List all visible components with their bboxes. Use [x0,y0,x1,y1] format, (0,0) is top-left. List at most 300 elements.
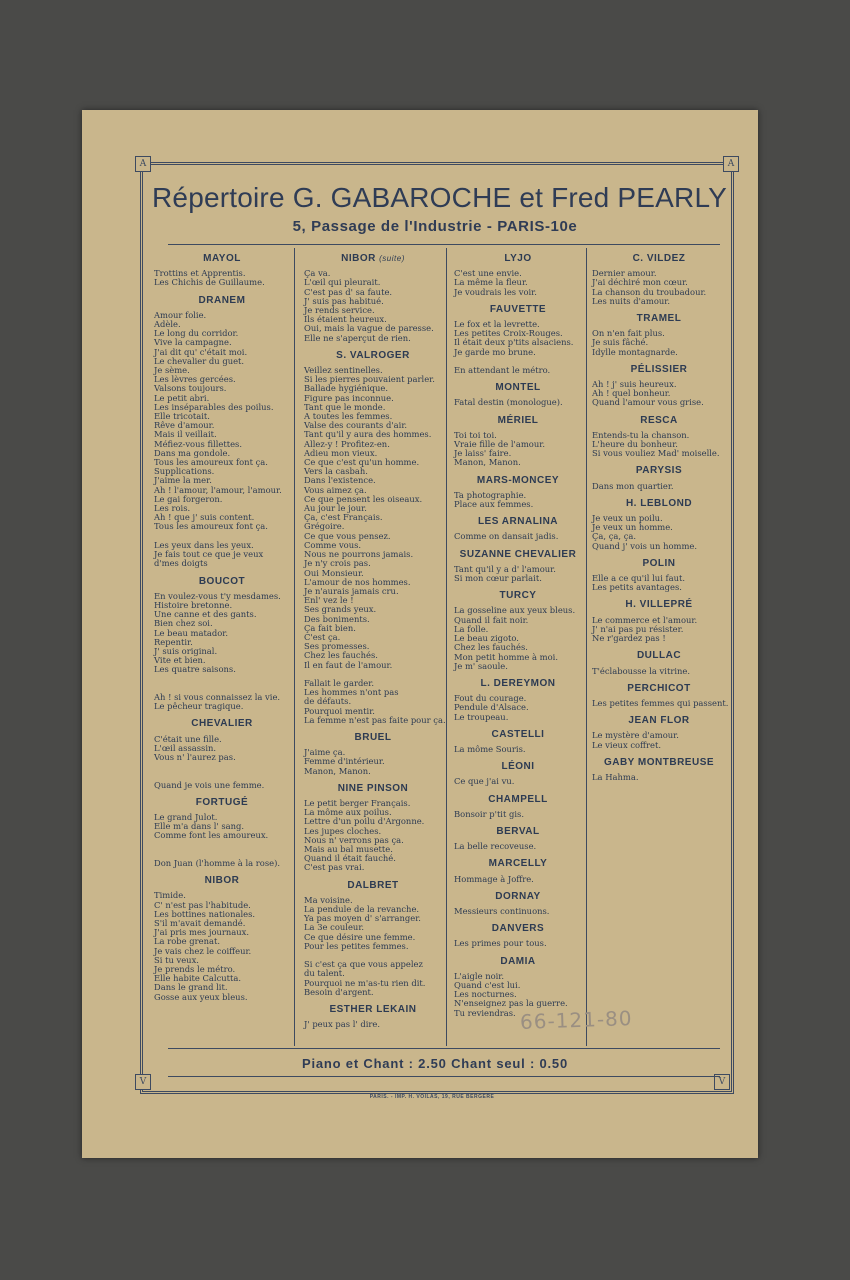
song-title: Je laiss' faire. [454,448,512,459]
song-title: Je suis fâché. [592,337,649,348]
artist-section [454,254,582,297]
song-title: Je garde mo brune. [454,346,536,357]
song-title: Ma voisine. [304,894,353,905]
song-title: Dernier amour. [592,268,657,279]
song-title: Manon, Manon. [454,457,521,468]
artist-name: ESTHER LEKAIN [329,1004,417,1016]
song-title: Figure pas inconnue. [304,392,394,403]
column-divider [586,248,587,1046]
song-title: J' n'ai pas pu résister. [592,623,684,634]
song-title: Je voudrais les voir. [454,286,537,297]
song-title: La Hahma. [592,771,639,782]
song-title: Ses promesses. [304,641,370,652]
artist-section [454,892,582,916]
song-title: La pendule de la revanche. [304,904,420,914]
artist-name: L. DEREYMON [480,677,556,689]
artist-section [454,517,582,541]
artist-section [592,466,726,490]
song-title: C'est pas vrai. [304,862,365,873]
artist-section [154,798,290,868]
song-title: Valse des courants d'air. [304,420,408,431]
artist-name: CHAMPELL [488,793,548,805]
artist-section [304,254,442,343]
song-title: Trottins et Apprentis. [154,268,246,279]
artist-section [454,476,582,510]
song-title: Il était deux p'tits alsaciens. [454,337,574,348]
song-title: Ça va. [304,268,331,279]
song-title: Gosse aux yeux bleus. [154,991,248,1002]
artist-name: DANVERS [491,923,545,935]
artist-section [454,827,582,851]
song-title: Ils étaient heureux. [304,314,387,325]
song-title: Fout du courage. [454,693,527,704]
artist-name: DRANEM [198,294,246,306]
song-title: Ce que vous pensez. [304,530,391,541]
song-title: Le grand Julot. [154,811,218,822]
printer-imprint: PARIS. - IMP. H. VOILAS, 19, RUE BERGERE [369,1094,495,1100]
song-title: Le vieux coffret. [592,739,661,750]
artist-name: TRAMEL [636,313,682,325]
song-title: Les Chichis de Guillaume. [154,277,265,288]
column-divider [294,248,295,1046]
song-title: Il en faut de l'amour. [304,659,393,670]
song-title: Le commerce et l'amour. [592,614,698,625]
song-title: Ne r'gardez pas ! [592,633,666,644]
artist-name: BOUCOT [198,575,246,587]
artist-note: (suite) [379,254,405,263]
song-title: Les bottines nationales. [154,908,256,919]
song-title: Allez-y ! Profitez-en. [304,438,390,449]
song-title: J'ai dit qu' c'était moi. [154,346,248,357]
artist-name: CHEVALIER [191,718,253,730]
song-title: L'amour de nos hommes. [304,576,411,587]
song-title: Ce que désire une femme. [304,931,416,942]
artist-section [592,600,726,643]
song-title: J'aime la mer. [154,475,212,486]
artist-name: MONTEL [495,382,541,394]
corner-ornament: V [714,1074,730,1090]
artist-section [454,550,582,584]
song-title: J' peux pas l' dire. [304,1019,381,1030]
artist-name: JEAN FLOR [628,715,690,727]
song-title: C' n'est pas l'habitude. [154,899,251,910]
song-title: Si mon cœur parlait. [454,573,542,584]
artist-name: DALBRET [347,879,399,891]
artist-section [454,305,582,375]
song-title: Les rois. [154,503,191,514]
song-title: Quand j' vois un homme. [592,540,698,551]
song-title: Les petites Croix-Rouges. [454,328,563,339]
repertoire-title: Répertoire G. GABAROCHE et Fred PEARLY [152,182,728,213]
song-title: Je vais chez le coiffeur. [154,945,252,956]
song-title: J'ai pris mes journaux. [154,927,250,938]
artist-section [592,716,726,750]
song-title: L'œil assassin. [154,742,217,753]
song-title: Ça fait bien. [304,622,356,633]
artist-name: C. VILDEZ [632,253,686,264]
song-title: Ça, c'est Français. [304,512,383,523]
song-title: Dans ma gondole. [154,447,231,458]
song-title: Nous n' verrons pas ça. [304,834,404,845]
artist-section [592,416,726,459]
song-title: Ya pas moyen d' s'arranger. [304,913,421,924]
song-title: L'œil qui pleurait. [304,277,381,288]
artist-section [592,559,726,593]
song-title: Manon, Manon. [304,765,371,776]
song-title: Comme on dansait jadis. [454,531,559,542]
artist-name: FORTUGÉ [195,796,249,808]
artist-name: LES ARNALINA [477,516,559,528]
song-title: d'mes doigts [154,558,208,569]
song-title: Tous les amoureux font ça. [154,521,268,532]
artist-name: PARYSIS [635,465,683,477]
artist-name: DAMIA [500,955,536,967]
song-title: Si c'est ça que vous appelez [304,959,423,970]
artist-section [154,296,290,569]
song-title: Elle m'a dans l' sang. [154,821,245,832]
artist-name: TURCY [499,590,537,602]
song-title: La folle. [454,623,489,634]
song-title: Pourquoi mentir. [304,705,375,716]
song-title: Les primes pour tous. [454,938,547,949]
song-title: Amour folie. [154,309,207,320]
price-line: Piano et Chant : 2.50 Chant seul : 0.50 [302,1056,568,1071]
song-title: Comme vous. [304,539,362,550]
artist-section [454,591,582,671]
artist-section [304,881,442,997]
song-title: Comme font les amoureux. [154,830,269,841]
song-title: Repentir. [154,636,193,647]
song-title: Mais au bal musette. [304,843,393,854]
song-title: Lettre d'un poilu d'Argonne. [304,816,425,827]
song-title: Toi toi toi. [454,429,497,440]
artist-name: MAYOL [203,253,241,264]
song-title: Les petits avantages. [592,582,682,593]
song-title: Ce que c'est qu'un homme. [304,457,420,468]
artist-name: DULLAC [636,650,682,662]
song-title: Idylle montagnarde. [592,346,678,357]
artist-name: BRUEL [354,731,392,743]
artist-name: PERCHICOT [627,682,691,694]
song-title: Elle tricotait. [154,411,210,422]
song-title: La belle recoveuse. [454,841,537,852]
song-title: A toutes les femmes. [304,411,393,422]
song-title: La môme Souris. [454,743,526,754]
song-title: Ta photographie. [454,489,527,500]
song-title: Tous les amoureux font ça. [154,457,268,468]
song-title: Au jour le jour. [304,503,367,514]
song-title: N'enseignez pas la guerre. [454,998,568,1009]
artist-section [154,254,290,288]
song-title: Quand je vois une femme. [154,779,265,790]
song-title: du talent. [304,968,345,979]
song-title: Vous aimez ça. [304,484,367,495]
artist-name: H. LEBLOND [625,497,693,509]
song-title: Le beau zigoto. [454,633,519,644]
artist-name: DORNAY [495,890,541,902]
song-title: Nous ne pourrons jamais. [304,549,414,560]
song-title: Une canne et des gants. [154,609,257,620]
artist-name: CASTELLI [491,728,545,740]
song-title: La 3e couleur. [304,922,365,933]
artist-name: H. VILLEPRÉ [625,599,693,611]
song-title: Fallait le garder. [304,677,375,688]
repertoire-column-1 [154,252,290,1010]
song-title: Oui, mais la vague de paresse. [304,323,434,334]
artist-section [454,730,582,754]
corner-ornament: A [723,156,739,172]
publisher-address: 5, Passage de l'Industrie - PARIS-10e [292,218,578,235]
song-title: Tu reviendras. [454,1007,516,1018]
song-title: Elle ne s'aperçut de rien. [304,332,411,343]
song-title: Les nuits d'amour. [592,295,671,306]
song-title: Hommage à Joffre. [454,873,534,884]
song-title: Ses grands yeux. [304,604,377,615]
song-title: Vite et bien. [154,655,206,666]
song-title: Pourquoi ne m'as-tu rien dit. [304,977,426,988]
sheet-music-back-cover [82,110,758,1158]
song-title: Les quatre saisons. [154,664,236,675]
repertoire-column-4 [592,252,729,790]
artist-name: MARCELLY [488,858,548,870]
artist-name: SUZANNE CHEVALIER [459,548,577,560]
artist-name: POLIN [642,557,676,569]
song-title: Les jupes cloches. [304,825,382,836]
song-title: Si vous vouliez Mad' moiselle. [592,448,720,459]
song-title: Place aux femmes. [454,499,534,510]
song-title: Si les pierres pouvaient parler. [304,374,435,385]
song-title [154,762,290,771]
artist-section [454,762,582,786]
artist-name: BERVAL [496,825,540,837]
song-title: Ah ! l'amour, l'amour, l'amour. [154,484,282,495]
song-title: Ce que pensent les oiseaux. [304,493,423,504]
artist-name: MARS-MONCEY [476,474,560,486]
song-title: Pour les petites femmes. [304,940,409,951]
artist-section [454,795,582,819]
song-title: Valsons toujours. [154,383,227,394]
artist-section [454,416,582,468]
repertoire-column-3 [454,252,582,1026]
song-title: Je n'aurais jamais cru. [304,585,399,596]
corner-ornament: A [135,156,151,172]
song-title: Tant que le monde. [304,401,386,412]
song-title: Chez les fauchés. [304,650,378,661]
song-title: Méfiez-vous fillettes. [154,438,242,449]
archive-pencil-mark: 66-121-80 [519,1006,633,1034]
song-title: C'est une envie. [454,268,522,279]
song-title: Enl' vez le ! [304,595,354,606]
song-title: Timide. [154,890,186,901]
song-title: Vous n' l'aurez pas. [154,751,236,762]
artist-section [592,365,726,408]
song-title: Le pêcheur tragique. [154,701,244,712]
song-title: La môme aux poilus. [304,807,392,818]
song-title: J' suis pas habitué. [304,295,384,306]
song-title: S'il m'avait demandé. [154,918,246,928]
song-title: Quand l'amour vous grise. [592,397,704,408]
footer-rule [168,1048,720,1049]
artist-name: NIBOR (suite) [341,253,405,264]
artist-name: GABY MONTBREUSE [603,756,715,768]
song-title: Les petites femmes qui passent. [592,697,729,708]
song-title: de défauts. [304,696,352,707]
artist-name: NIBOR [204,875,240,887]
song-title: Je veux un homme. [592,522,673,533]
song-title: Elle habite Calcutta. [154,973,242,984]
song-title: Le mystère d'amour. [592,730,679,741]
song-title: Dans le grand lit. [154,982,228,993]
song-title: Je fais tout ce que je veux [154,549,264,560]
song-title: Quand il était fauché. [304,853,396,864]
artist-section [592,682,729,708]
song-title: Ça, ça, ça. [592,531,637,542]
song-title: L'heure du bonheur. [592,439,678,450]
song-title: Ah ! j' suis heureux. [592,379,677,390]
song-title [154,675,290,684]
song-title: Si tu veux. [154,954,199,965]
song-title: La femme n'est pas faite pour ça. [304,714,446,725]
artist-name: LYJO [504,253,532,264]
song-title: C'est pas d' sa faute. [304,286,393,297]
song-title: Histoire bretonne. [154,599,233,610]
artist-section [454,859,582,883]
price-rule [168,1076,720,1077]
song-title: T'éclabousse la vitrine. [592,665,691,676]
song-title: Rêve d'amour. [154,420,215,431]
artist-section [304,733,442,776]
song-title: Chez les fauchés. [454,642,528,653]
artist-name: NINE PINSON [337,782,409,794]
artist-name: MÉRIEL [497,414,539,426]
song-title: Je sème. [154,365,190,376]
song-title: J' suis original. [154,645,218,656]
song-title: Don Juan (l'homme à la rose). [154,857,281,868]
song-title: Ce que j'ai vu. [454,776,515,787]
artist-section [154,876,290,1002]
header-rule [168,244,720,245]
song-title: Ballade hygiénique. [304,383,389,394]
song-title: Je n'y crois pas. [304,558,371,569]
song-title: Je rends service. [304,305,375,316]
song-title: Grégoire. [304,521,345,532]
song-title: Les inséparables des poilus. [154,401,274,412]
song-title: Je veux un poilu. [592,513,663,524]
song-title: Les lèvres gercées. [154,374,236,385]
song-title: Le beau matador. [154,627,228,638]
song-title: Le troupeau. [454,711,509,722]
artist-name: RESCA [640,414,678,426]
song-title: Quand il fait noir. [454,614,529,625]
song-title: Vraie fille de l'amour. [454,439,545,450]
artist-name: S. VALROGER [336,349,410,361]
song-title: Femme d'intérieur. [304,756,385,767]
song-title: L'aigle noir. [454,970,505,981]
artist-name: PÉLISSIER [630,363,688,375]
song-title: Vive la campagne. [154,337,232,348]
repertoire-column-2 [304,252,446,1037]
song-title: Pendule d'Alsace. [454,702,529,713]
song-title: Ah ! que j' suis content. [154,512,255,523]
artist-section [592,499,726,551]
song-title: Mais il veillait. [154,429,217,440]
artist-section [154,719,290,789]
artist-section [304,784,442,873]
song-title: La chanson du troubadour. [592,286,707,297]
artist-name: FAUVETTE [489,303,547,315]
song-title: Bien chez soi. [154,618,213,629]
song-title: Bonsoir p'tit gis. [454,808,525,819]
artist-section [454,679,582,722]
song-title: Le long du corridor. [154,328,239,339]
artist-section [304,349,446,725]
song-title: Je m' saoule. [454,660,508,671]
song-title: Je prends le métro. [154,964,236,975]
song-title: Entends-tu la chanson. [592,429,690,440]
artist-section [454,383,582,407]
artist-name: LÉONI [501,761,535,773]
song-title: Quand c'est lui. [454,979,521,990]
song-title: C'est ça. [304,631,341,642]
song-title: Tant qu'il y aura des hommes. [304,429,432,440]
song-title: Les hommes n'ont pas [304,687,399,698]
song-title: J'aime ça. [304,747,346,758]
artist-section [592,758,726,782]
song-title: Mon petit homme à moi. [454,651,558,662]
song-title: Dans l'existence. [304,475,376,486]
artist-section [592,314,726,357]
song-title: Le gai forgeron. [154,493,223,504]
song-title: Supplications. [154,466,215,477]
song-title: On n'en fait plus. [592,328,665,339]
song-title: Adieu mon vieux. [304,447,378,458]
song-title: Dans mon quartier. [592,480,674,491]
song-title [154,841,290,850]
song-title: La même la fleur. [454,277,528,288]
song-title: J'ai déchiré mon cœur. [592,277,688,288]
song-title: En attendant le métro. [454,365,551,376]
song-title: Adèle. [154,319,181,330]
song-title: Fatal destin (monologue). [454,397,563,408]
song-title: Les nocturnes. [454,989,517,1000]
song-title: En voulez-vous t'y mesdames. [154,590,281,601]
song-title: Les yeux dans les yeux. [154,539,254,550]
song-title: Le chevalier du guet. [154,355,245,366]
artist-section [304,1005,442,1029]
song-title: Vers la casbah. [304,466,368,477]
artist-section [592,651,726,675]
artist-section [592,254,726,306]
artist-section [454,924,582,948]
song-title: Ah ! quel bonheur. [592,388,671,399]
song-title: Le petit berger Français. [304,797,411,808]
corner-ornament: V [135,1074,151,1090]
song-title: C'était une fille. [154,733,222,744]
song-title: Elle a ce qu'il lui faut. [592,573,686,584]
song-title: La gosseline aux yeux bleus. [454,605,576,616]
song-title: Ah ! si vous connaissez la vie. [154,691,281,702]
song-title: Tant qu'il y a d' l'amour. [454,563,556,574]
artist-section [154,577,290,712]
song-title: Messieurs continuons. [454,905,550,916]
song-title: Des boniments. [304,613,370,624]
song-title: La robe grenat. [154,936,220,947]
song-title: Le fox et la levrette. [454,319,540,330]
song-title: Veillez sentinelles. [304,365,383,376]
song-title: Besoin d'argent. [304,986,374,997]
song-title: Le petit abri. [154,392,210,403]
song-title: Oui Monsieur. [304,567,364,578]
